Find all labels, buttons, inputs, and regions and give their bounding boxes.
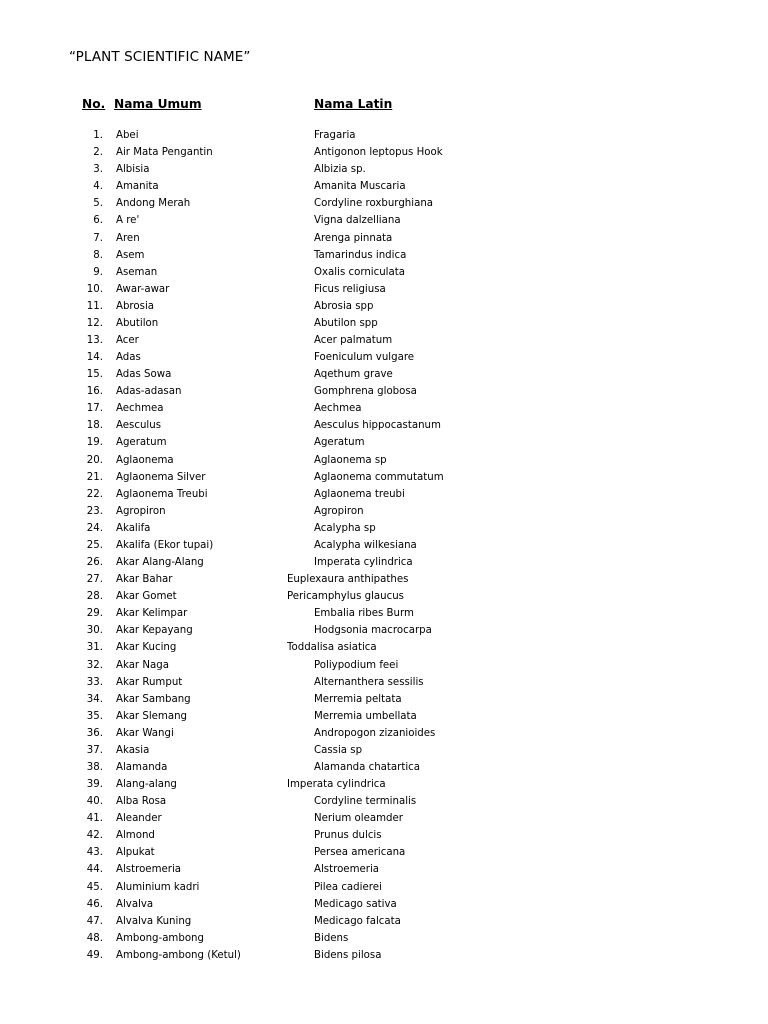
common-name: Aluminium kadri <box>116 881 200 893</box>
common-name: Ageratum <box>116 437 167 449</box>
latin-name: Cordyline roxburghiana <box>314 198 434 210</box>
row-number: 18. <box>86 420 103 432</box>
common-name: Akar Sambang <box>116 693 191 705</box>
row-number: 28. <box>86 591 103 603</box>
row-number: 29. <box>86 608 103 620</box>
latin-name: Toddalisa asiatica <box>287 642 377 654</box>
row-number: 44. <box>86 864 103 876</box>
common-name: Akar Slemang <box>116 710 188 722</box>
common-name: Akar Rumput <box>116 676 183 688</box>
table-row <box>0 947 768 964</box>
row-number: 13. <box>86 335 103 346</box>
row-number: 32. <box>86 659 103 671</box>
row-number: 46. <box>86 898 103 910</box>
row-number: 37. <box>86 744 103 756</box>
common-name: Adas Sowa <box>116 369 172 381</box>
latin-name: Acalypha wilkesiana <box>314 539 417 551</box>
latin-name: Aglaonema sp <box>314 454 387 466</box>
table-row <box>0 879 768 896</box>
common-name: Akalifa (Ekor tupai) <box>116 539 214 551</box>
common-name: Alstroemeria <box>116 864 182 876</box>
latin-name: Abrosia spp <box>314 300 374 312</box>
latin-name: Persea americana <box>314 847 406 859</box>
latin-name: Embalia ribes Burm <box>314 608 414 620</box>
row-number: 15. <box>86 369 103 381</box>
table-row <box>0 571 768 588</box>
table-row <box>0 588 768 605</box>
latin-name: Alamanda chatartica <box>314 762 421 773</box>
row-number: 26. <box>86 557 103 568</box>
common-name: Akar Wangi <box>116 727 174 739</box>
latin-name: Alternanthera sessilis <box>314 676 424 688</box>
table-row <box>0 230 768 247</box>
common-name: Abei <box>116 130 139 141</box>
common-name: Alba Rosa <box>116 796 167 808</box>
common-name: Alamanda <box>116 762 168 773</box>
latin-name: Abutilon spp <box>314 317 378 329</box>
latin-name: Euplexaura anthipathes <box>287 574 409 586</box>
latin-name: Prunus dulcis <box>314 830 382 842</box>
table-row <box>0 247 768 264</box>
table-row <box>0 127 768 144</box>
latin-name: Imperata cylindrica <box>314 557 413 568</box>
table-row <box>0 417 768 434</box>
table-row <box>0 776 768 793</box>
common-name: Akar Alang-Alang <box>116 557 204 568</box>
common-name: Acer <box>116 335 139 346</box>
common-name: Akar Kucing <box>116 642 177 654</box>
row-number: 23. <box>86 505 103 517</box>
row-number: 41. <box>86 813 103 825</box>
table-row <box>0 315 768 332</box>
latin-name: Poliypodium feei <box>314 659 399 671</box>
table-row <box>0 366 768 383</box>
table-row <box>0 161 768 178</box>
table-row <box>0 195 768 212</box>
table-row <box>0 434 768 451</box>
common-name: Aglaonema Silver <box>116 471 206 483</box>
table-row <box>0 212 768 229</box>
row-number: 12. <box>86 317 103 329</box>
row-number: 4. <box>93 181 103 193</box>
latin-name: Fragaria <box>314 130 356 141</box>
row-number: 19. <box>86 437 103 449</box>
table-row <box>0 349 768 366</box>
latin-name: Acer palmatum <box>314 335 393 346</box>
common-name: Akalifa <box>116 522 151 534</box>
common-name: Andong Merah <box>116 198 191 210</box>
row-number: 24. <box>86 522 103 534</box>
row-number: 16. <box>86 386 103 398</box>
row-number: 49. <box>86 949 103 961</box>
common-name: Akar Kepayang <box>116 625 193 637</box>
common-name: Akar Naga <box>116 659 169 671</box>
latin-name: Oxalis corniculata <box>314 266 405 278</box>
table-row <box>0 810 768 827</box>
row-number: 42. <box>86 830 103 842</box>
latin-name: Foeniculum vulgare <box>314 352 415 363</box>
row-number: 40. <box>86 796 103 808</box>
latin-name: Alstroemeria <box>314 864 380 876</box>
latin-name: Merremia peltata <box>314 693 402 705</box>
table-row <box>0 896 768 913</box>
row-number: 10. <box>86 283 103 295</box>
latin-name: Cordyline terminalis <box>314 796 417 808</box>
row-number: 7. <box>93 232 103 244</box>
row-number: 47. <box>86 915 103 927</box>
row-number: 33. <box>86 676 103 688</box>
common-name: Aesculus <box>116 420 162 432</box>
table-row <box>0 759 768 776</box>
row-number: 11. <box>86 300 103 312</box>
latin-name: Cassia sp <box>314 744 363 756</box>
common-name: Adas <box>116 352 141 363</box>
table-row <box>0 554 768 571</box>
latin-name: Bidens <box>314 932 349 944</box>
common-name: Awar-awar <box>116 283 170 295</box>
latin-name: Acalypha sp <box>314 522 376 534</box>
table-row <box>0 861 768 878</box>
table-row <box>0 674 768 691</box>
latin-name: Andropogon zizanioides <box>314 727 436 739</box>
latin-name: Aglaonema commutatum <box>314 471 444 483</box>
row-number: 1. <box>93 130 103 141</box>
row-number: 43. <box>86 847 103 859</box>
common-name: Aglaonema Treubi <box>116 488 208 500</box>
table-row <box>0 605 768 622</box>
common-name: Akasia <box>116 744 150 756</box>
common-name: Ambong-ambong (Ketul) <box>116 949 241 961</box>
row-number: 39. <box>86 779 103 790</box>
common-name: Aglaonema <box>116 454 174 466</box>
common-name: Aseman <box>116 266 158 278</box>
common-name: Aechmea <box>116 403 164 415</box>
common-name: Aleander <box>116 813 162 825</box>
common-name: Alang-alang <box>116 779 177 790</box>
common-name: Alvalva <box>116 898 154 910</box>
common-name: Agropiron <box>116 505 166 517</box>
common-name: Amanita <box>116 181 159 193</box>
common-name: Adas-adasan <box>116 386 182 398</box>
table-row <box>0 281 768 298</box>
common-name: Abutilon <box>116 317 159 329</box>
common-name: Almond <box>116 830 155 842</box>
table-row <box>0 400 768 417</box>
row-number: 8. <box>93 249 103 261</box>
row-number: 17. <box>86 403 103 415</box>
table-row <box>0 486 768 503</box>
table-row <box>0 793 768 810</box>
common-name: Abrosia <box>116 300 155 312</box>
latin-name: Aesculus hippocastanum <box>314 420 441 432</box>
table-row <box>0 691 768 708</box>
latin-name: Aglaonema treubi <box>314 488 405 500</box>
table-row <box>0 913 768 930</box>
latin-name: Vigna dalzelliana <box>314 215 401 227</box>
latin-name: Albizia sp. <box>314 164 366 176</box>
common-name: Aren <box>116 232 140 244</box>
common-name: Albisia <box>116 164 150 176</box>
common-name: Alpukat <box>116 847 155 859</box>
table-row <box>0 178 768 195</box>
row-number: 20. <box>86 454 103 466</box>
table-row <box>0 520 768 537</box>
latin-name: Medicago sativa <box>314 898 397 910</box>
row-number: 48. <box>86 932 103 944</box>
latin-name: Nerium oleamder <box>314 813 403 825</box>
table-row <box>0 742 768 759</box>
table-row <box>0 930 768 947</box>
table-row <box>0 469 768 486</box>
latin-name: Bidens pilosa <box>314 949 382 961</box>
table-row <box>0 332 768 349</box>
table-row <box>0 383 768 400</box>
row-number: 34. <box>86 693 103 705</box>
latin-name: Aqethum grave <box>314 369 393 381</box>
latin-name: Agropiron <box>314 505 364 517</box>
latin-name: Pericamphylus glaucus <box>287 591 404 603</box>
latin-name: Gomphrena globosa <box>314 386 417 398</box>
latin-name: Hodgsonia macrocarpa <box>314 625 432 637</box>
table-row <box>0 537 768 554</box>
table-row <box>0 844 768 861</box>
column-header-no: No. <box>82 97 106 111</box>
row-number: 25. <box>86 539 103 551</box>
table-row <box>0 298 768 315</box>
table-row <box>0 827 768 844</box>
common-name: Air Mata Pengantin <box>116 147 213 159</box>
row-number: 35. <box>86 710 103 722</box>
table-row <box>0 452 768 469</box>
common-name: Akar Kelimpar <box>116 608 188 620</box>
table-row <box>0 622 768 639</box>
latin-name: Imperata cylindrica <box>287 779 386 790</box>
table-row <box>0 264 768 281</box>
document-title: “PLANT SCIENTIFIC NAME” <box>69 49 251 65</box>
row-number: 14. <box>86 352 103 363</box>
common-name: Ambong-ambong <box>116 932 204 944</box>
common-name: Akar Gomet <box>116 591 177 603</box>
row-number: 36. <box>86 727 103 739</box>
table-row <box>0 708 768 725</box>
latin-name: Ficus religiusa <box>314 283 386 295</box>
table-row <box>0 503 768 520</box>
latin-name: Tamarindus indica <box>314 249 407 261</box>
row-number: 30. <box>86 625 103 637</box>
common-name: Alvalva Kuning <box>116 915 192 927</box>
row-number: 38. <box>86 762 103 773</box>
table-row <box>0 639 768 656</box>
latin-name: Antigonon leptopus Hook <box>314 147 443 159</box>
latin-name: Medicago falcata <box>314 915 401 927</box>
row-number: 2. <box>93 147 103 159</box>
common-name: Asem <box>116 249 145 261</box>
latin-name: Ageratum <box>314 437 365 449</box>
latin-name: Pilea cadierei <box>314 881 382 893</box>
row-number: 5. <box>93 198 103 210</box>
row-number: 27. <box>86 574 103 586</box>
row-number: 21. <box>86 471 103 483</box>
row-number: 6. <box>93 215 103 227</box>
row-number: 3. <box>93 164 103 176</box>
latin-name: Aechmea <box>314 403 362 415</box>
latin-name: Amanita Muscaria <box>314 181 406 193</box>
row-number: 45. <box>86 881 103 893</box>
row-number: 31. <box>86 642 103 654</box>
row-number: 22. <box>86 488 103 500</box>
latin-name: Arenga pinnata <box>314 232 393 244</box>
table-row <box>0 657 768 674</box>
column-header-common-name: Nama Umum <box>114 97 202 111</box>
common-name: A re' <box>116 215 140 227</box>
common-name: Akar Bahar <box>116 574 173 586</box>
table-row <box>0 144 768 161</box>
table-row <box>0 725 768 742</box>
column-header-latin-name: Nama Latin <box>314 97 393 111</box>
row-number: 9. <box>93 266 103 278</box>
latin-name: Merremia umbellata <box>314 710 417 722</box>
